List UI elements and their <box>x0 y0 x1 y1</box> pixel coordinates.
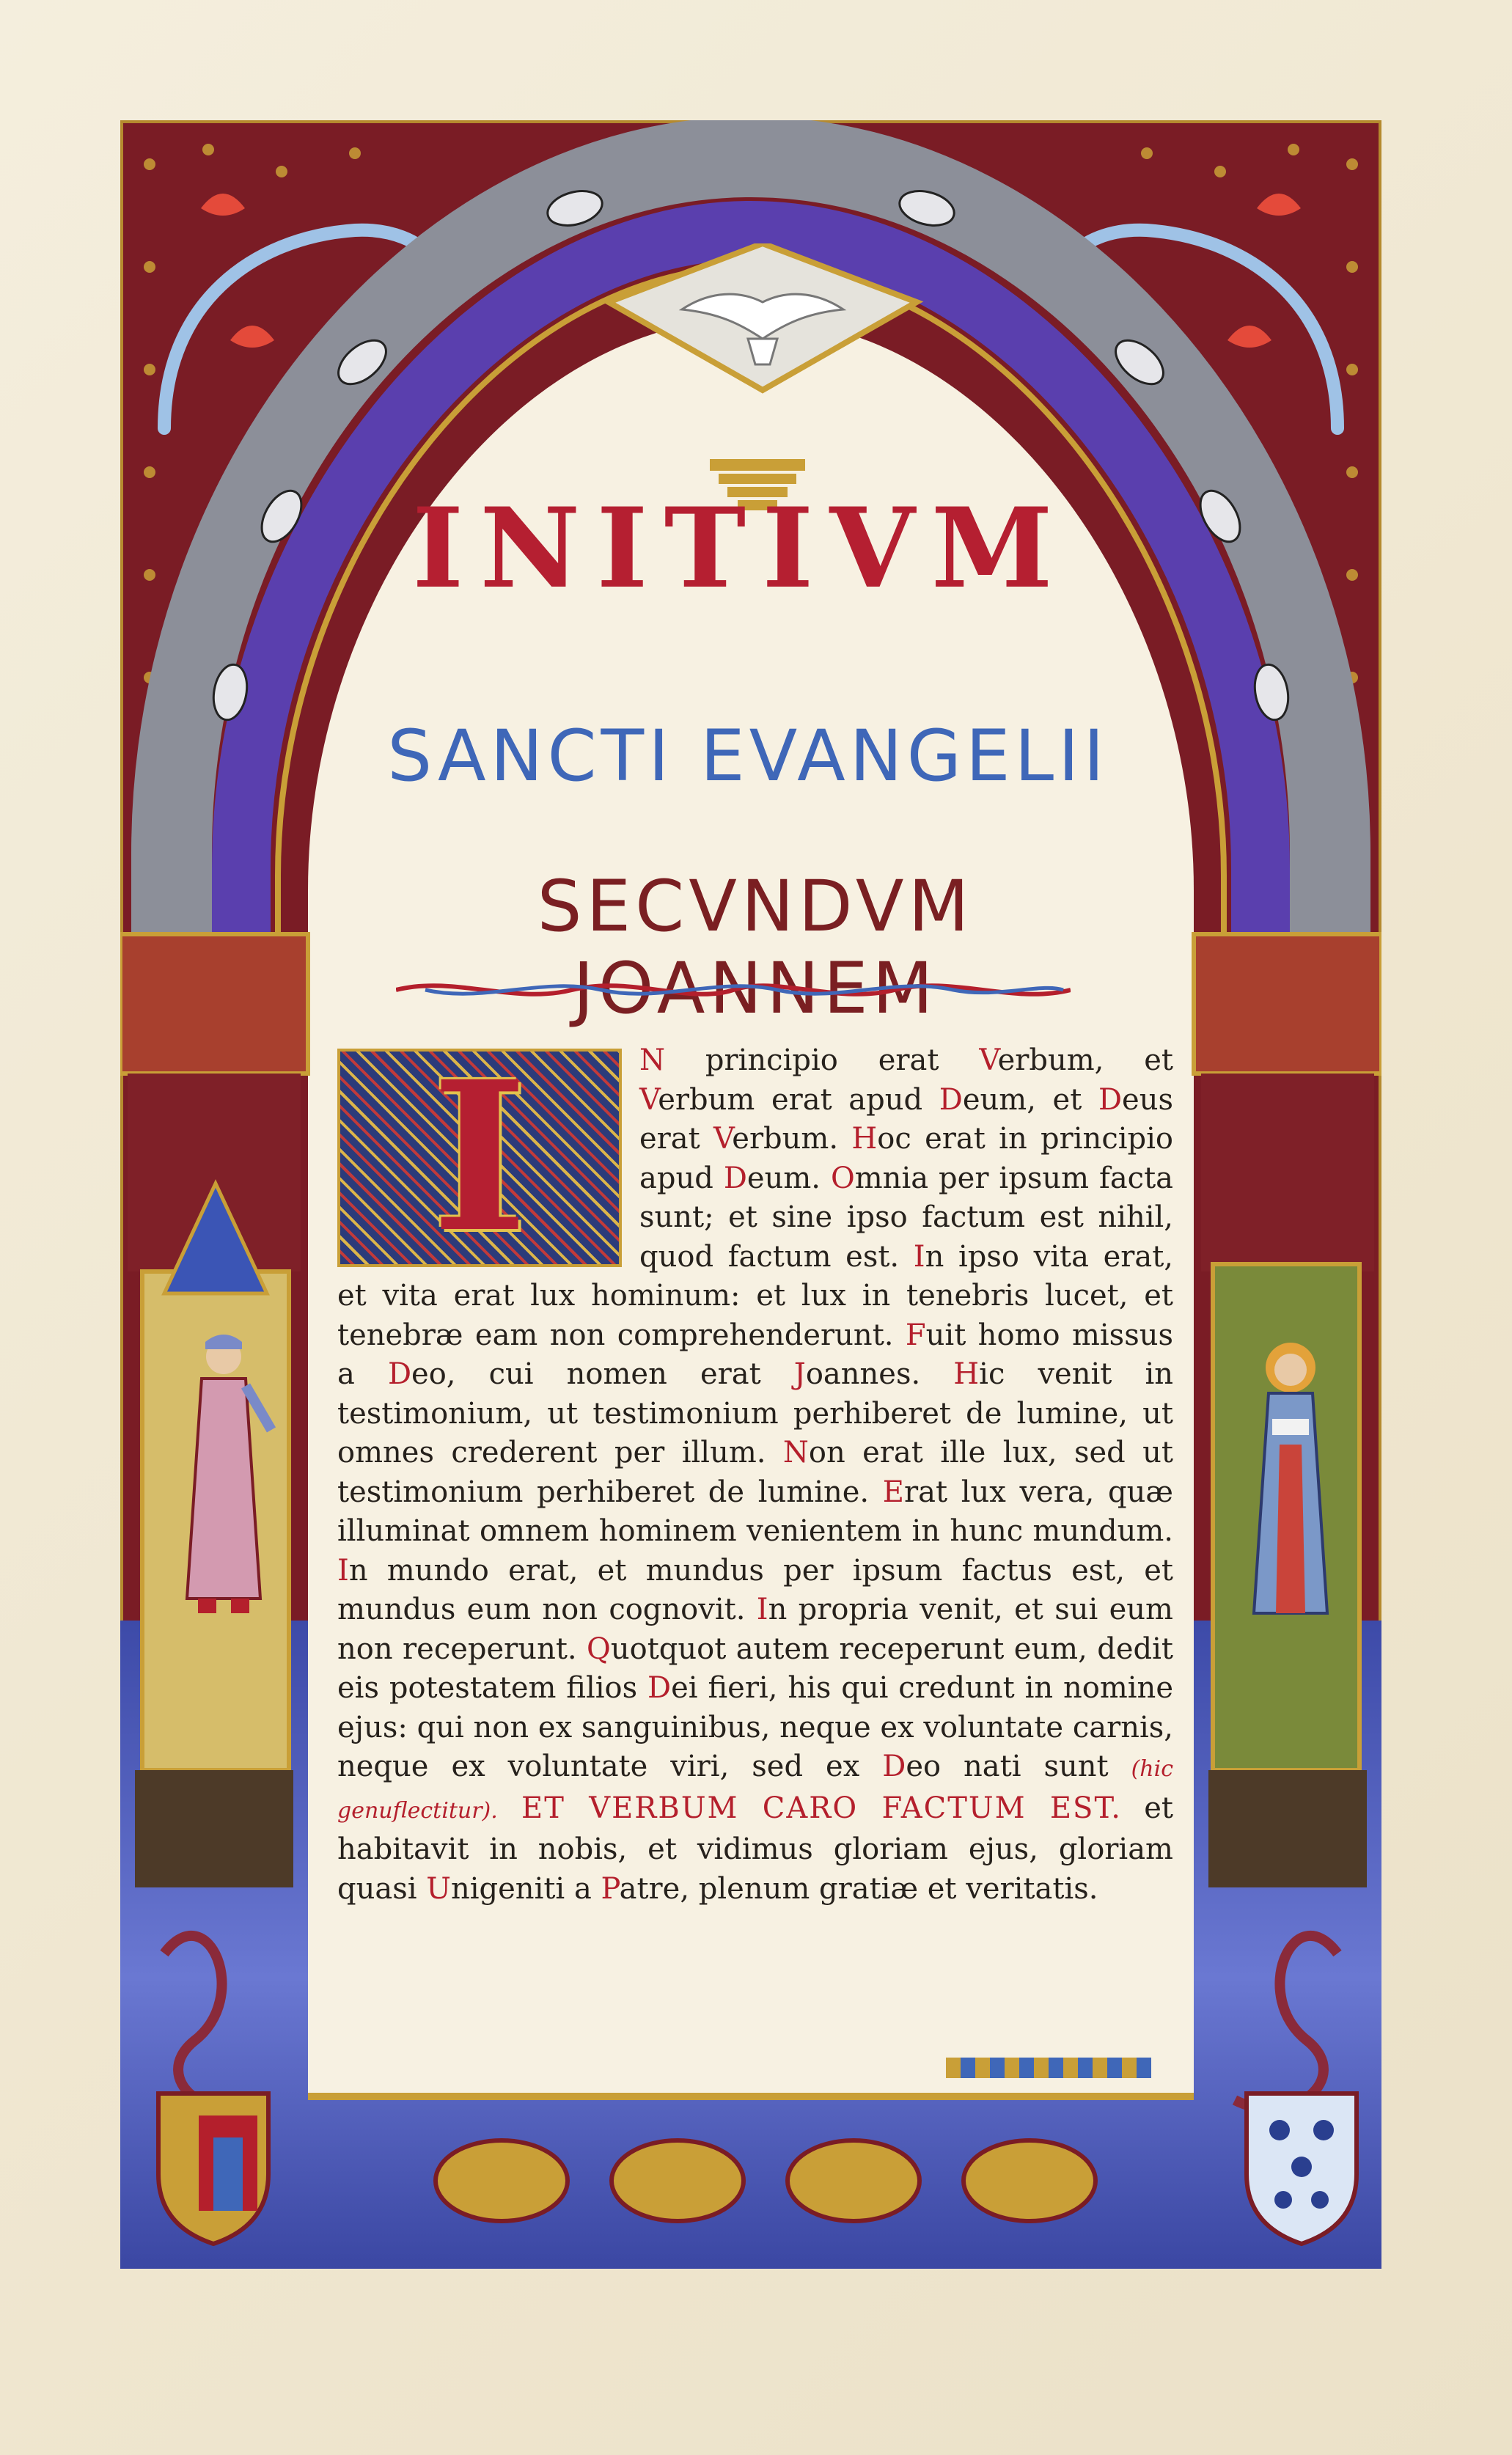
text-run: ic venit in testimonium, ut testimonium perhiberet de lumine, ut omnes crederent per illum. <box>337 1357 1174 1469</box>
text-run: eus erat <box>639 1082 1173 1156</box>
text-run: uit homo missus a <box>337 1318 1174 1391</box>
heraldic-shield-letter-icon <box>144 2086 283 2247</box>
rubric-initial: V <box>713 1122 733 1156</box>
rubric-initial: D <box>387 1357 412 1391</box>
text-run: et habitavit in nobis, et vidimus gloriam ejus, gloriam quasi <box>337 1791 1173 1906</box>
rubric-initial: E <box>882 1475 904 1509</box>
text-run: ei fieri, his qui credunt in nomine ejus: qui non ex sanguinibus, neque ex voluntate carnis, neque ex voluntate viri, sed ex <box>337 1671 1173 1783</box>
title-initium: INITIVM <box>412 484 1069 613</box>
rubric-initial: N <box>782 1436 809 1469</box>
text-run: uotquot autem receperunt eum, dedit eis potestatem filios <box>337 1632 1173 1705</box>
text-run: erbum. <box>732 1122 852 1156</box>
text-run: erbum, et <box>997 1043 1173 1077</box>
rubric-initial: D <box>882 1750 906 1783</box>
rubric-initial: I <box>756 1593 768 1626</box>
text-run: n mundo erat, et mundus per ipsum factus est, et mundus eum non cognovit. <box>337 1553 1173 1626</box>
gospel-text <box>337 1037 1174 1909</box>
rubric-initial: D <box>723 1161 747 1195</box>
illuminated-dropcap <box>337 1037 622 1278</box>
saint-figure-right-icon <box>1239 1335 1342 1643</box>
rubric-instruction: (hic genuflectitur). <box>337 1756 1173 1824</box>
rubric-initial: V <box>639 1082 658 1117</box>
fleur-de-lis-shield-icon <box>1232 2086 1371 2247</box>
text-run: eo, cui nomen erat <box>411 1357 794 1391</box>
line-filler-ornament <box>946 2058 1151 2078</box>
rubric-initial: N <box>639 1043 665 1077</box>
rubric-initial: J <box>793 1357 806 1391</box>
standing-figure-left-icon <box>169 1320 279 1628</box>
rubric-initial: Q <box>587 1632 611 1666</box>
rubric-initial: V <box>979 1043 998 1077</box>
rubric-initial: H <box>851 1122 878 1156</box>
rubric-initial: O <box>830 1161 855 1195</box>
rubric-initial: D <box>1098 1082 1123 1117</box>
text-run: n propria venit, et sui eum non receperunt. <box>337 1593 1173 1666</box>
rubric-capitals: ET VERBUM CARO FACTUM EST. <box>497 1791 1122 1825</box>
dove-icon <box>594 243 931 419</box>
text-run: atre, plenum gratiæ et veritatis. <box>619 1871 1098 1906</box>
text-run: eum. <box>746 1161 831 1195</box>
title-sancti-evangelii: SANCTI EVANGELII <box>387 715 1109 797</box>
title-secundum-joannem: SECVNDVM JOANNEM <box>537 865 974 1030</box>
text-run: eum, et <box>962 1082 1098 1117</box>
dropcap-letter: I <box>431 1037 528 1278</box>
rubric-initial: F <box>905 1318 926 1352</box>
text-run: principio erat <box>665 1043 980 1077</box>
decorative-flourish <box>396 975 1071 1005</box>
text-run: on erat ille lux, sed ut testimonium perhiberet de lumine. <box>337 1436 1173 1509</box>
text-run: rat lux vera, quæ illuminat omnem hominem venientem in hunc mundum. <box>337 1475 1174 1548</box>
rubric-initial: H <box>953 1357 980 1391</box>
rubric-initial: U <box>426 1871 451 1906</box>
text-run: erbum erat apud <box>658 1082 939 1117</box>
text-run: n ipso vita erat, et vita erat lux hominum: et lux in tenebris lucet, et tenebræ eam non comprehenderunt. <box>337 1239 1173 1352</box>
text-run: nigeniti a <box>450 1871 601 1906</box>
rubric-initial: P <box>601 1871 620 1906</box>
text-run: oannes. <box>805 1357 954 1391</box>
rubric-initial: D <box>647 1671 672 1705</box>
text-run: oc erat in principio apud <box>639 1122 1173 1195</box>
rubric-initial: I <box>337 1553 349 1588</box>
rubric-initial: I <box>913 1239 925 1274</box>
text-run: eo nati sunt <box>906 1750 1131 1783</box>
text-run: mnia per ipsum facta sunt; et sine ipso factum est nihil, quod factum est. <box>639 1161 1174 1274</box>
rubric-initial: D <box>939 1082 963 1117</box>
